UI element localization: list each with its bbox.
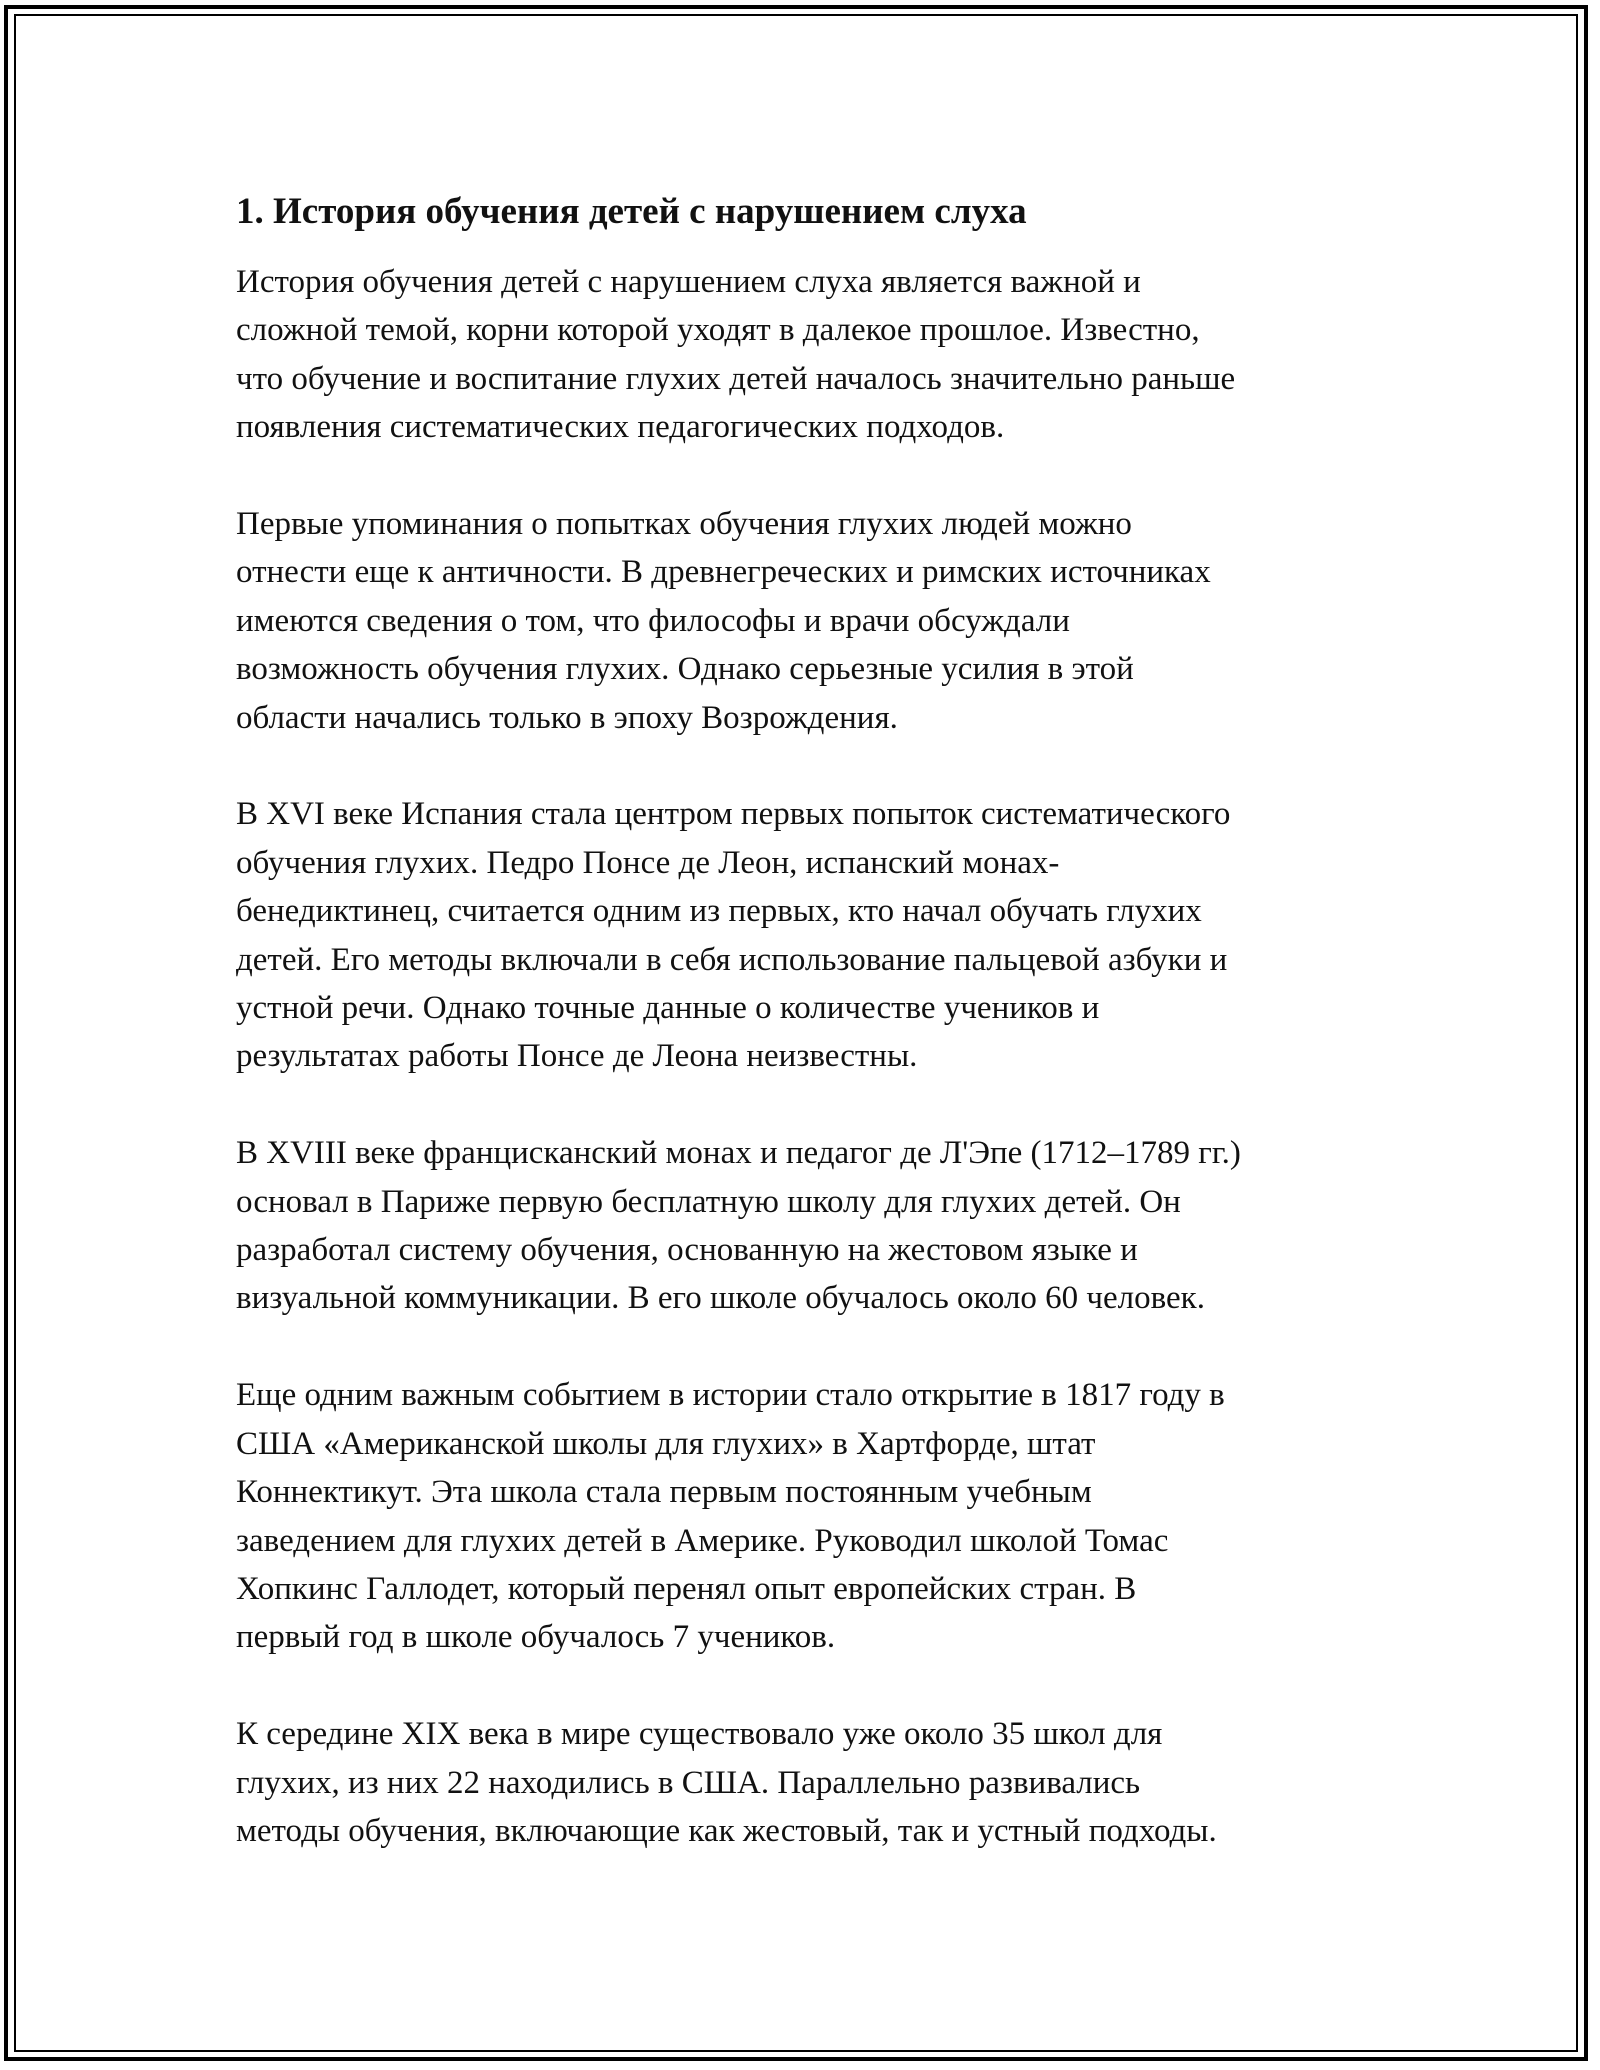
- paragraph-1: [236, 258, 1376, 452]
- text-line: Хопкинс Галлодет, который перенял опыт европейских стран. В: [236, 1570, 1137, 1607]
- text-line: Коннектикут. Эта школа стала первым постоянным учебным: [236, 1474, 1092, 1511]
- text-line: отнести еще к античности. В древнегреческих и римских источниках: [236, 554, 1211, 591]
- text-line: имеются сведения о том, что философы и врачи обсуждали: [236, 602, 1070, 639]
- paragraph-6: [236, 1710, 1376, 1855]
- text-line: что обучение и воспитание глухих детей началось значительно раньше: [236, 360, 1236, 397]
- text-line: В XVI веке Испания стала центром первых попыток систематического: [236, 796, 1231, 833]
- text-line: методы обучения, включающие как жестовый, так и устный подходы.: [236, 1812, 1217, 1849]
- text-line: разработал систему обучения, основанную на жестовом языке и: [236, 1232, 1138, 1269]
- paragraph-5: [236, 1371, 1376, 1661]
- text-line: К середине XIX века в мире существовало уже около 35 школ для: [236, 1716, 1163, 1753]
- paragraph-3: [236, 790, 1376, 1080]
- text-line: визуальной коммуникации. В его школе обучалось около 60 человек.: [236, 1280, 1205, 1317]
- text-line: области начались только в эпоху Возрождения.: [236, 699, 898, 736]
- text-line: возможность обучения глухих. Однако серьезные усилия в этой: [236, 651, 1134, 688]
- text-line: История обучения детей с нарушением слуха является важной и: [236, 264, 1141, 300]
- paragraph-2: [236, 500, 1376, 742]
- document-body: [236, 188, 1376, 1904]
- text-line: Первые упоминания о попытках обучения глухих людей можно: [236, 506, 1132, 543]
- text-line: Еще одним важным событием в истории стало открытие в 1817 году в: [236, 1377, 1225, 1414]
- paragraph-4: [236, 1129, 1376, 1323]
- text-line: сложной темой, корни которой уходят в далекое прошлое. Известно,: [236, 312, 1200, 349]
- text-line: детей. Его методы включали в себя использование пальцевой азбуки и: [236, 941, 1228, 978]
- text-line: В XVIII веке францисканский монах и педагог де Л'Эпе (1712–1789 гг.): [236, 1135, 1241, 1172]
- text-line: результатах работы Понсе де Леона неизвестны.: [236, 1038, 918, 1075]
- text-line: обучения глухих. Педро Понсе де Леон, испанский монах-: [236, 844, 1060, 881]
- text-line: устной речи. Однако точные данные о количестве учеников и: [236, 990, 1100, 1027]
- text-line: бенедиктинец, считается одним из первых, кто начал обучать глухих: [236, 893, 1202, 930]
- text-line: глухих, из них 22 находились в США. Параллельно развивались: [236, 1764, 1141, 1801]
- section-heading: 1. История обучения детей с нарушением слуха: [236, 191, 1027, 232]
- text-line: появления систематических педагогических подходов.: [236, 409, 1005, 446]
- text-line: первый год в школе обучалось 7 учеников.: [236, 1619, 836, 1656]
- text-line: США «Американской школы для глухих» в Хартфорде, штат: [236, 1425, 1096, 1462]
- text-line: основал в Париже первую бесплатную школу для глухих детей. Он: [236, 1183, 1181, 1220]
- text-line: заведением для глухих детей в Америке. Руководил школой Томас: [236, 1522, 1169, 1559]
